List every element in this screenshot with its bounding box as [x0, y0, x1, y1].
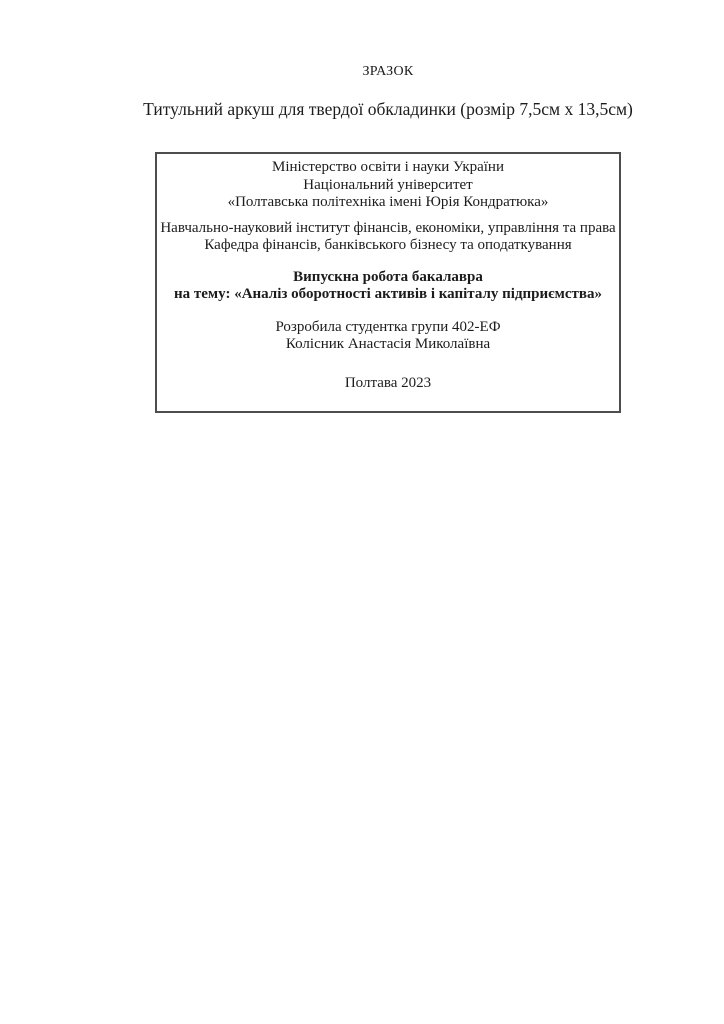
title-page-frame: [155, 152, 621, 413]
ministry-block: [157, 159, 619, 212]
institute-block: [157, 220, 619, 255]
ministry-line-1: Міністерство освіти і науки України: [271, 159, 504, 175]
institute-line-2: Кафедра фінансів, банківського бізнесу та оподаткування: [204, 237, 572, 253]
city-year: Полтава 2023: [344, 374, 432, 391]
ministry-line-2: Національний університет: [303, 176, 473, 193]
author-line-2: Колісник Анастасія Миколаївна: [285, 336, 491, 352]
institute-line-1: Навчально-науковий інститут фінансів, економіки, управління та права: [160, 219, 616, 236]
thesis-title-line-2: на тему: «Аналіз оборотності активів і капіталу підприємства»: [174, 286, 602, 302]
author-line-1: Розробила студентка групи 402-ЕФ: [275, 318, 501, 335]
page-subtitle: Титульний аркуш для твердої обкладинки (розмір 7,5см х 13,5см): [143, 99, 633, 119]
thesis-title-block: [157, 269, 619, 304]
city-year-block: [157, 375, 619, 393]
ministry-line-3: «Полтавська політехніка імені Юрія Кондратюка»: [227, 194, 549, 210]
sample-label: ЗРАЗОК: [362, 64, 414, 79]
author-block: [157, 319, 619, 354]
thesis-title-line-1: Випускна робота бакалавра: [293, 268, 483, 285]
